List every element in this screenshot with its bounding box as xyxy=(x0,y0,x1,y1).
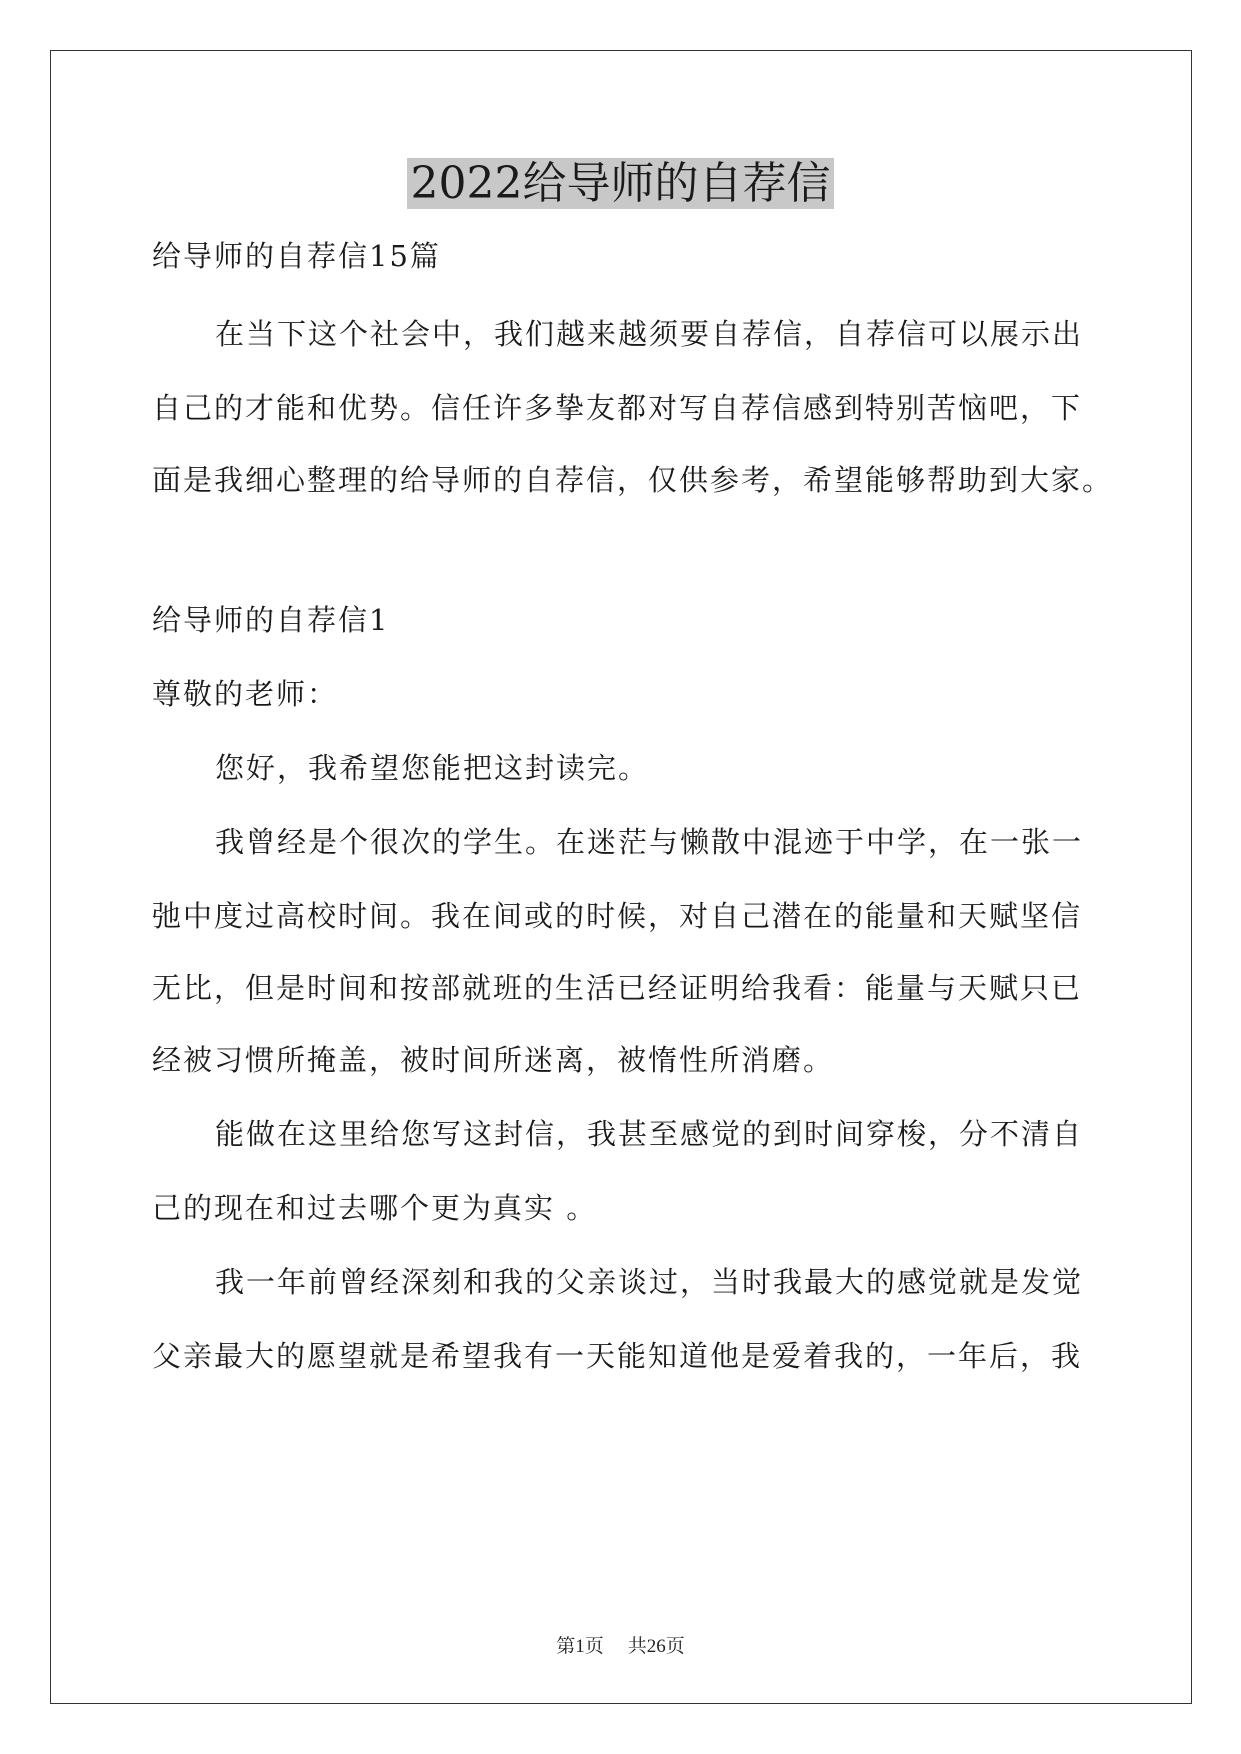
section-heading: 给导师的自荐信1 xyxy=(152,603,390,637)
page-total: 共26页 xyxy=(627,1636,685,1657)
paragraph-line: 在当下这个社会中，我们越来越须要自荐信，自荐信可以展示出 xyxy=(215,317,1084,351)
document-title-text: 2022给导师的自荐信 xyxy=(407,158,835,209)
paragraph-line: 您好，我希望您能把这封读完。 xyxy=(215,751,650,785)
paragraph-line: 我一年前曾经深刻和我的父亲谈过，当时我最大的感觉就是发觉 xyxy=(215,1265,1084,1299)
paragraph-line: 无比，但是时间和按部就班的生活已经证明给我看：能量与天赋只已 xyxy=(152,971,1083,1005)
paragraph-line: 自己的才能和优势。信任许多挚友都对写自荐信感到特别苦恼吧，下 xyxy=(152,391,1083,425)
paragraph-line: 面是我细心整理的给导师的自荐信，仅供参考，希望能够帮助到大家。 xyxy=(152,463,1114,497)
page-footer xyxy=(0,1634,1241,1660)
paragraph-line: 己的现在和过去哪个更为真实 。 xyxy=(152,1191,598,1225)
salutation: 尊敬的老师： xyxy=(152,677,339,711)
document-title xyxy=(0,152,1241,216)
paragraph-line: 我曾经是个很次的学生。在迷茫与懒散中混迹于中学，在一张一 xyxy=(215,825,1084,859)
page-number: 第1页 xyxy=(556,1636,604,1657)
page-border xyxy=(50,50,1192,1704)
paragraph-line: 能做在这里给您写这封信，我甚至感觉的到时间穿梭，分不清自 xyxy=(215,1117,1084,1151)
paragraph-line: 父亲最大的愿望就是希望我有一天能知道他是爱着我的，一年后，我 xyxy=(152,1339,1083,1373)
paragraph-line: 弛中度过高校时间。我在间或的时候，对自己潜在的能量和天赋坚信 xyxy=(152,899,1083,933)
subtitle-line: 给导师的自荐信15篇 xyxy=(152,239,441,273)
paragraph-line: 经被习惯所掩盖，被时间所迷离，被惰性所消磨。 xyxy=(152,1043,835,1077)
